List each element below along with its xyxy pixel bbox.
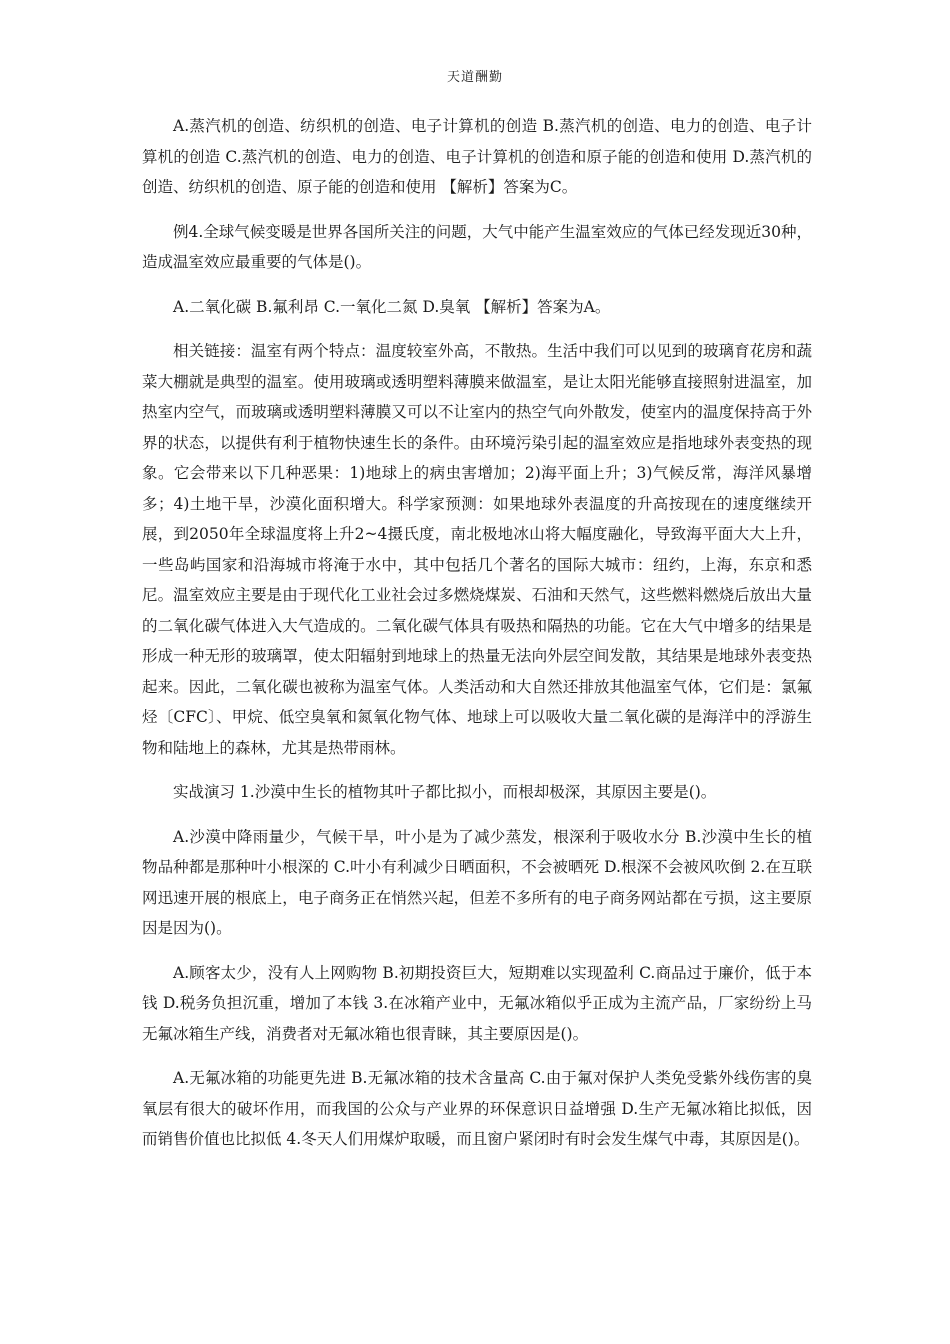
page-header: 天道酬勤	[446, 70, 503, 85]
document-body	[142, 111, 812, 1169]
paragraph-example-4: 例4.全球气候变暖是世界各国所关注的问题，大气中能产生温室效应的气体已经发现近30种，造成温室效应最重要的气体是()。	[142, 222, 813, 271]
paragraph-practice-options-2: A.顾客太少，没有人上网购物 B.初期投资巨大，短期难以实现盈利 C.商品过于廉价，低于本钱 D.税务负担沉重，增加了本钱 3.在冰箱产业中，无氟冰箱似乎正成为主流产品，厂家纷纷上马无氟冰箱生产线，消费者对无氟冰箱也很青睐，其主要原因是()。	[142, 963, 812, 1043]
paragraph-related-link: 相关链接：温室有两个特点：温度较室外高，不散热。生活中我们可以见到的玻璃育花房和蔬菜大棚就是典型的温室。使用玻璃或透明塑料薄膜来做温室，是让太阳光能够直接照射进温室，加热室内空气，而玻璃或透明塑料薄膜又可以不让室内的热空气向外散发，使室内的温度保持高于外界的状态，以提供有利于植物快速生长的条件。由环境污染引起的温室效应是指地球外表变热的现象。它会带来以下几种恶果：1)地球上的病虫害增加；2)海平面上升；3)气候反常，海洋风暴增多；4)土地干旱，沙漠化面积增大。科学家预测：如果地球外表温度的升高按现在的速度继续开展，到2050年全球温度将上升2~4摄氏度，南北极地冰山将大幅度融化，导致海平面大大上升，一些岛屿国家和沿海城市将淹于水中，其中包括几个著名的国际大城市：纽约，上海，东京和悉尼。温室效应主要是由于现代化工业社会过多燃烧煤炭、石油和天然气，这些燃料燃烧后放出大量的二氧化碳气体进入大气造成的。二氧化碳气体具有吸热和隔热的功能。它在大气中增多的结果是形成一种无形的玻璃罩，使太阳辐射到地球上的热量无法向外层空间发散，其结果是地球外表变热起来。因此，二氧化碳也被称为温室气体。人类活动和大自然还排放其他温室气体，它们是：氯氟烃〔CFC〕、甲烷、低空臭氧和氮氧化物气体、地球上可以吸收大量二氧化碳的是海洋中的浮游生物和陆地上的森林，尤其是热带雨林。	[142, 342, 812, 757]
paragraph-practice-1: 实战演习 1.沙漠中生长的植物其叶子都比拟小，而根却极深，其原因主要是()。	[173, 783, 717, 801]
paragraph-practice-options-1: A.沙漠中降雨量少，气候干旱，叶小是为了减少蒸发，根深利于吸收水分 B.沙漠中生长的植物品种都是那种叶小根深的 C.叶小有利减少日晒面积，不会被晒死 D.根深不会被风吹倒 2.在互联网迅速开展的根底上，电子商务正在悄然兴起，但差不多所有的电子商务网站都在亏损，这主要原因是因为()。	[142, 827, 812, 937]
paragraph-practice-options-3: A.无氟冰箱的功能更先进 B.无氟冰箱的技术含量高 C.由于氟对保护人类免受紫外线伤害的臭氧层有很大的破坏作用，而我国的公众与产业界的环保意识日益增强 D.生产无氟冰箱比拟低，因而销售价值也比拟低 4.冬天人们用煤炉取暖，而且窗户紧闭时有时会发生煤气中毒，其原因是()。	[142, 1069, 812, 1148]
paragraph-options-ex3: A.蒸汽机的创造、纺织机的创造、电子计算机的创造 B.蒸汽机的创造、电力的创造、电子计算机的创造 C.蒸汽机的创造、电力的创造、电子计算机的创造和原子能的创造和使用 D.蒸汽机的创造、纺织机的创造、原子能的创造和使用 【解析】答案为C。	[142, 117, 812, 196]
paragraph-options-ex4: A.二氧化碳 B.氟利昂 C.一氧化二氮 D.臭氧 【解析】答案为A。	[173, 297, 611, 316]
